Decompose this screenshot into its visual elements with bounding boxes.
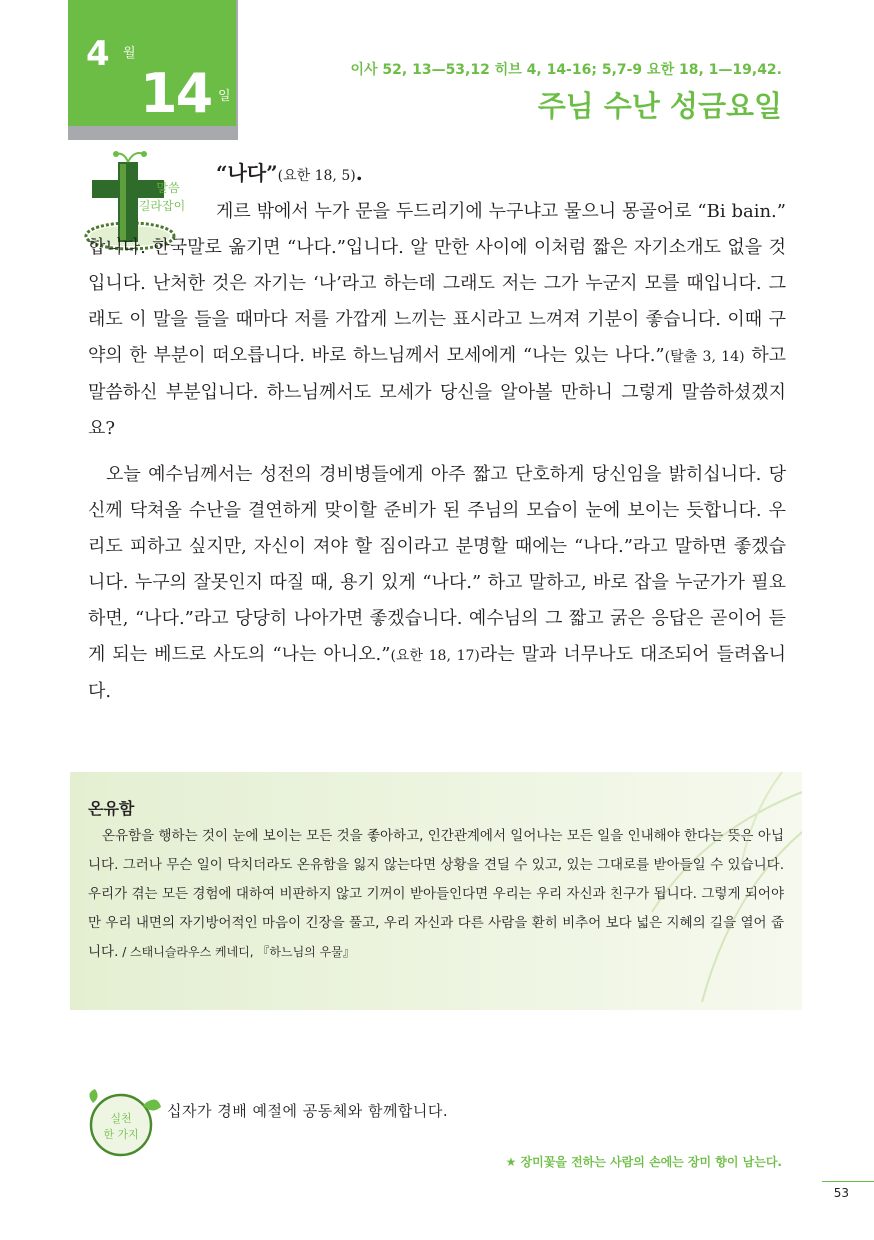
paragraph-1-reference: (탈출 3, 14)	[664, 349, 745, 365]
reflection-text: 온유함을 행하는 것이 눈에 보이는 모든 것을 좋아하고, 인간관계에서 일어나는 모든 일을 인내해야 한다는 뜻은 아닙니다. 그러나 무슨 일이 닥치더라도 온유함을 잃지 않는다면 상황을 견딜 수 있고, 있는 그대로를 받아들일 수 있습니다. 우리가 겪는 모든 경험에 대하여 비판하지 않고 기꺼이 받아들인다면 우리는 우리 자신과 친구가 됩니다. 그렇게 되어야만 우리 내면의 자기방어적인 마음이 긴장을 풀고, 우리 자신과 다른 사람을 환히 비추어 보다 넓은 지혜의 길을 열어 줍니다.	[88, 828, 784, 960]
reflection-title: 온유함	[88, 799, 135, 818]
reflection-body	[88, 822, 784, 967]
paragraph-2-start: 오늘 예수님께서는 성전의 경비병들에게 아주 짧고 단호하게 당신임을 밝히십니다. 당신께 닥쳐올 수난을 결연하게 맞이할 준비가 된 주님의 모습이 눈에 보이는 듯합니다. 우리도 피하고 싶지만, 자신이 져야 할 짐이라고 분명할 때에는 “나다.”라고 말하면 좋겠습니다. 누구의 잘못인지 따질 때, 용기 있게 “나다.” 하고 말하고, 바로 잡을 누군가가 필요하면, “나다.”라고 당당히 나아가면 좋겠습니다. 예수님의 그 짧고 굵은 응답은 곧이어 듣게 되는 베드로 사도의 “나는 아니오.”	[88, 464, 786, 665]
month-unit: 월	[123, 46, 136, 61]
page-number: 53	[833, 1186, 849, 1200]
feast-title: 주님 수난 성금요일	[537, 89, 782, 123]
paragraph-1-end: 하고 말씀하신 부분입니다. 하느님께서도 모세가 당신을 알아볼 만하니 그렇게 말씀하셨겠지요?	[88, 345, 786, 439]
month-number: 4	[86, 34, 110, 74]
practice-label-1: 실천	[110, 1112, 132, 1125]
paragraph-1-start: 게르 밖에서 누가 문을 두드리기에 누구냐고 물으니 몽골어로 “Bi bain.” 합니다. 한국말로 옮기면 “나다.”입니다.	[88, 201, 786, 258]
footer-quote: ★ 장미꽃을 전하는 사람의 손에는 장미 향이 남는다.	[505, 1155, 782, 1169]
page-number-rule	[822, 1181, 874, 1182]
meditation-text	[88, 155, 786, 710]
day-number: 14	[140, 62, 212, 125]
quote-end: .	[355, 161, 363, 185]
quote-text: “나다”	[216, 161, 278, 185]
reflection-source: / 스태니슬라우스 케네디, 『하느님의 우물』	[118, 945, 355, 959]
word-guide-label-2: 길라잡이	[138, 199, 186, 213]
leaf-circle-icon	[83, 1085, 165, 1161]
day-unit: 일	[218, 89, 231, 104]
gospel-quote	[88, 155, 786, 194]
practice-text: 십자가 경배 예절에 공동체와 함께합니다.	[167, 1102, 449, 1120]
scripture-readings: 이사 52, 13—53,12 히브 4, 14-16; 5,7-9 요한 18, 1—19,42.	[350, 62, 782, 78]
paragraph-2	[88, 457, 786, 710]
paragraph-1	[88, 194, 786, 447]
reflection-box	[70, 772, 802, 1010]
word-guide-label-1: 말씀	[156, 181, 180, 195]
quote-reference: (요한 18, 5)	[277, 168, 356, 184]
date-tab	[68, 0, 238, 140]
date-tab-face	[68, 0, 236, 126]
paragraph-2-reference: (요한 18, 17)	[390, 648, 480, 664]
practice-label-2: 한 가지	[103, 1128, 139, 1141]
paragraph-1-middle: 알 만한 사이에 이처럼 짧은 자기소개도 없을 것입니다. 난처한 것은 자기는 ‘나’라고 하는데 그래도 저는 그가 누군지 모를 때입니다. 그래도 이 말을 들을 때마다 저를 가깝게 느끼는 표시라고 느껴져 기분이 좋습니다. 이때 구약의 한 부분이 떠오릅니다. 바로 하느님께서 모세에게 “나는 있는 나다.”	[88, 237, 786, 366]
paragraph-2-end: 라는 말과 너무나도 대조되어 들려옵니다.	[88, 644, 787, 702]
